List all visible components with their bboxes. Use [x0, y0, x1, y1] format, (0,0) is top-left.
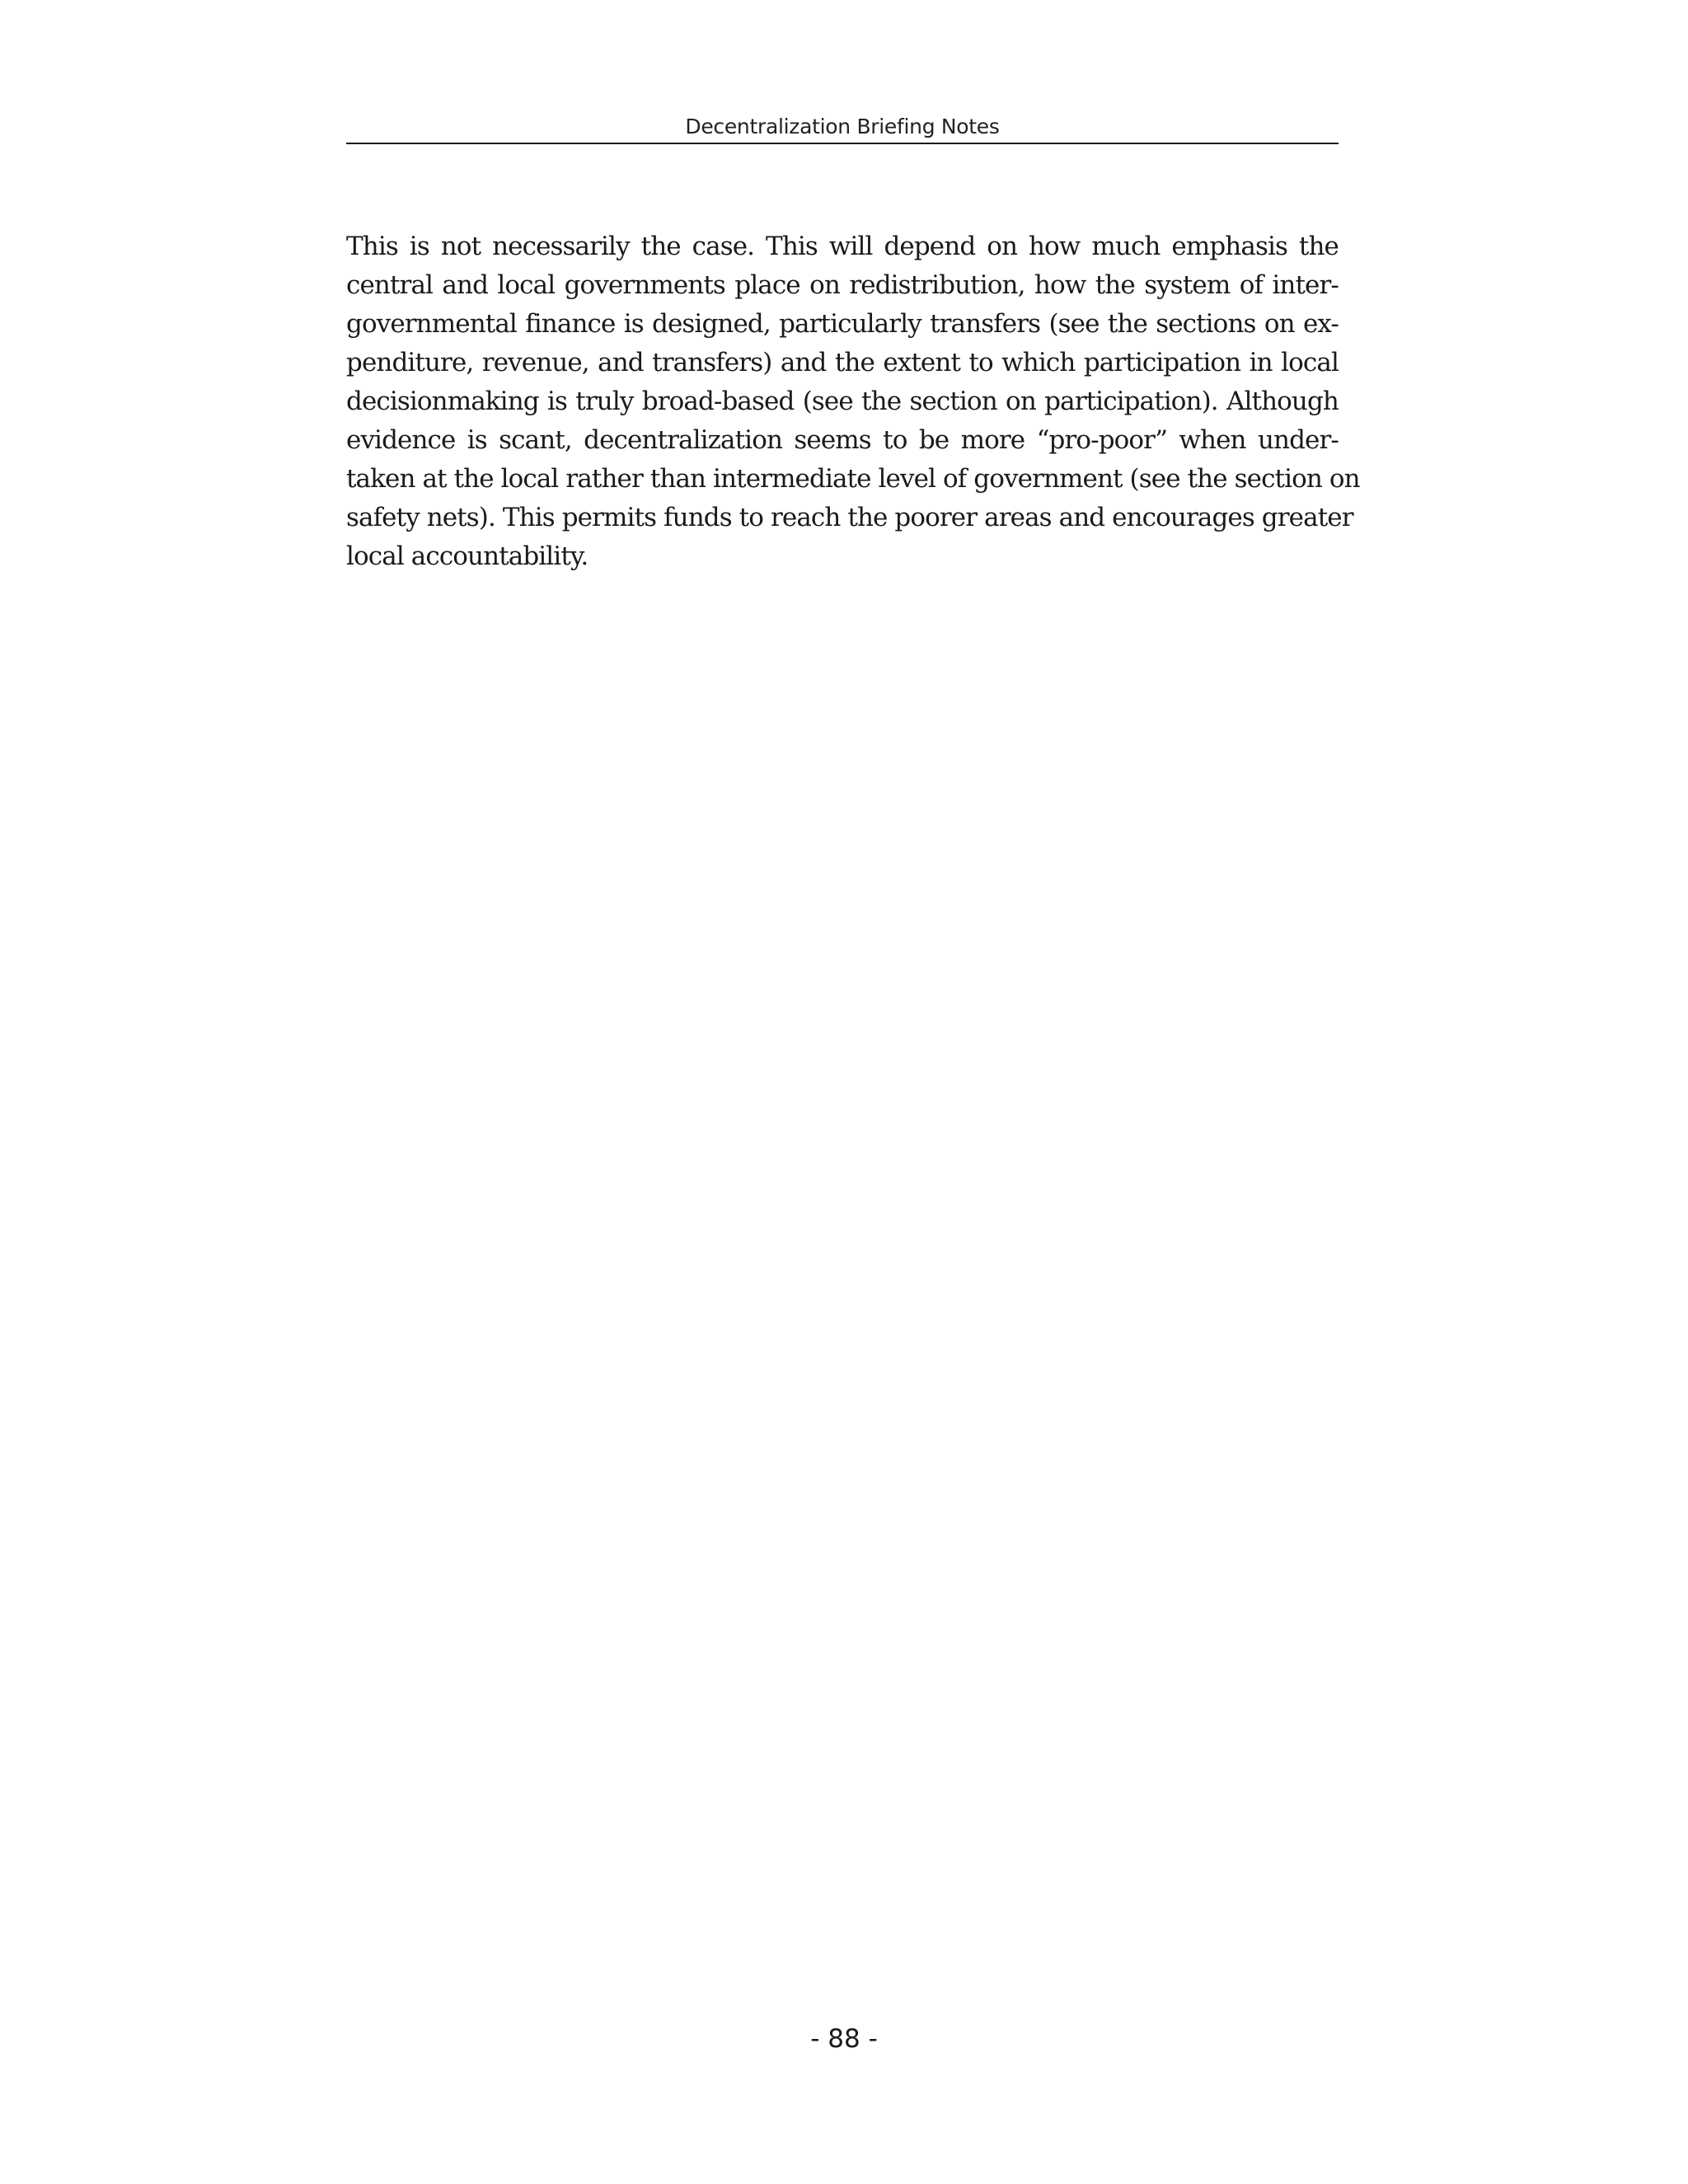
paragraph-line: evidence is scant, decentralization seems to be more “pro-poor” when under- [346, 425, 1339, 455]
page-number: - 88 - [810, 2024, 878, 2054]
paragraph-line: governmental finance is designed, particularly transfers (see the sections on ex- [346, 309, 1339, 339]
paragraph-line: decisionmaking is truly broad-based (see the section on participation). Although [346, 387, 1339, 416]
header-divider [346, 143, 1339, 144]
paragraph-line: local accountability. [346, 541, 588, 571]
running-header: Decentralization Briefing Notes [685, 115, 1000, 138]
body-paragraph [346, 227, 1360, 576]
paragraph-line: safety nets). This permits funds to reach the poorer areas and encourages greater [346, 503, 1353, 532]
paragraph-line: penditure, revenue, and transfers) and the extent to which participation in local [346, 348, 1339, 377]
paragraph-line: This is not necessarily the case. This will depend on how much emphasis the [346, 232, 1339, 261]
paragraph-line: central and local governments place on redistribution, how the system of inter- [346, 270, 1339, 300]
paragraph-line: taken at the local rather than intermediate level of government (see the section on [346, 464, 1360, 494]
